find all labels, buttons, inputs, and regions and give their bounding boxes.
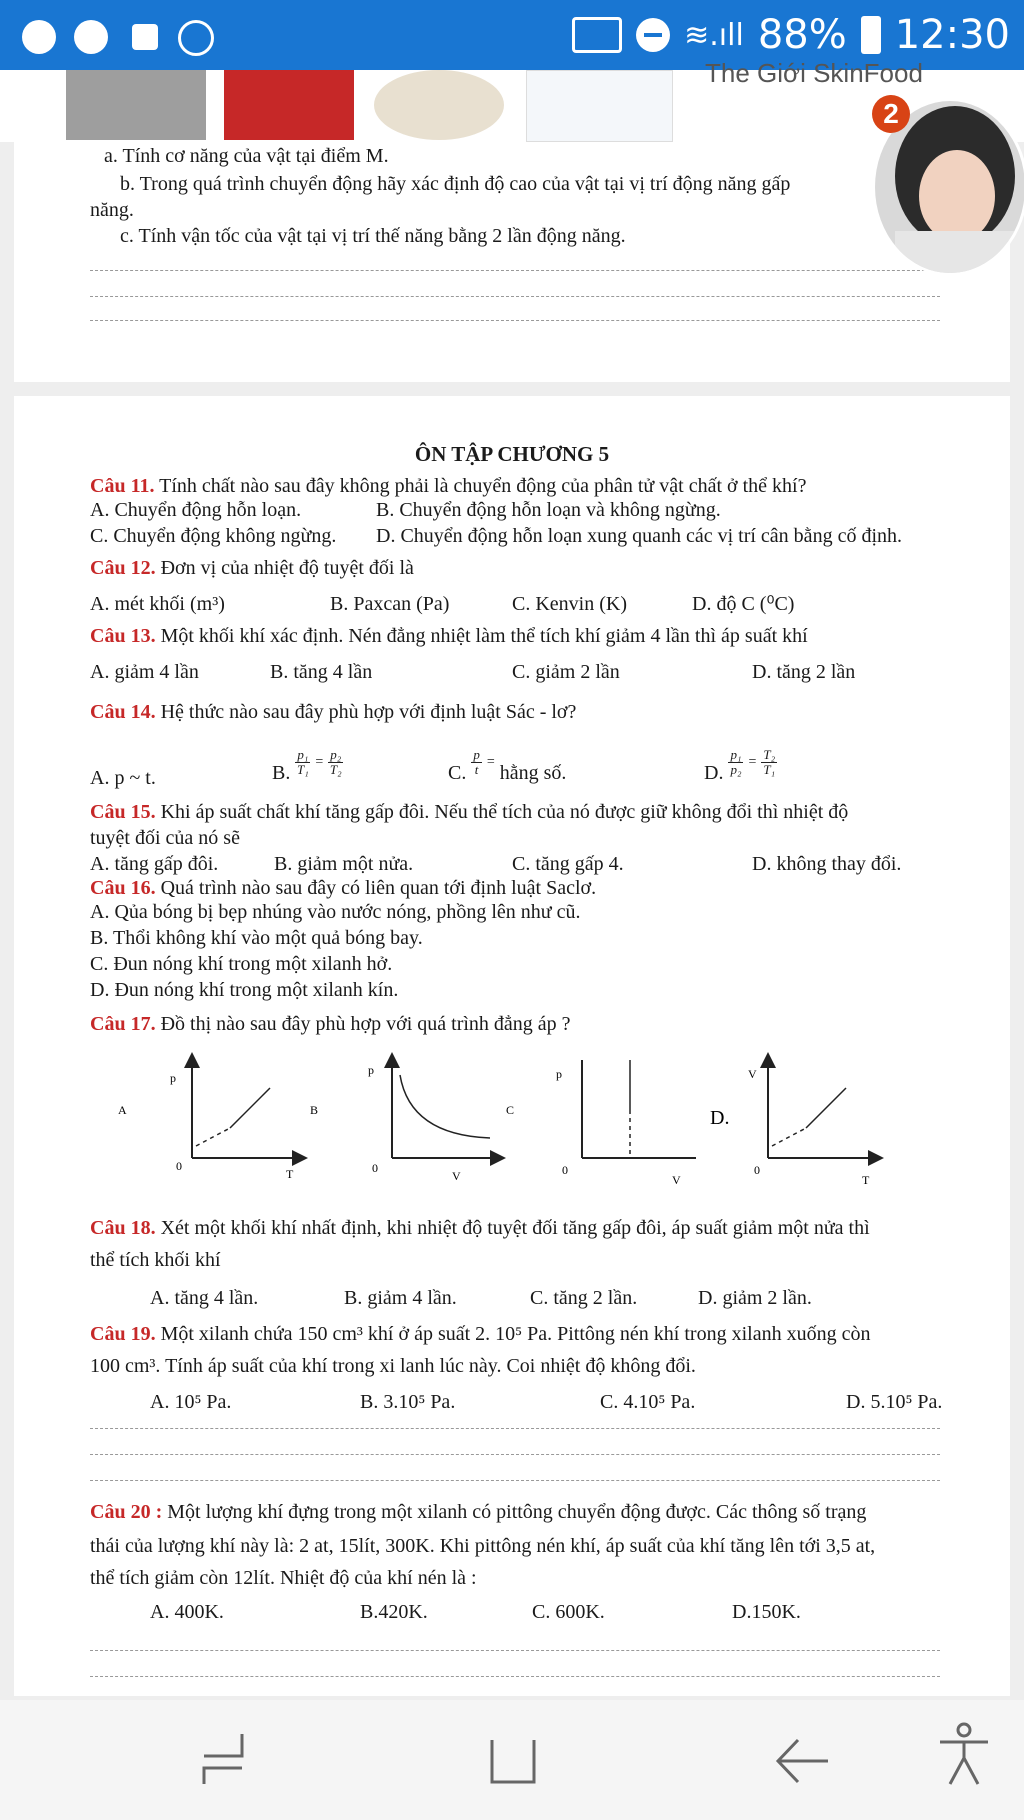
graph-b-origin: 0 — [372, 1161, 378, 1175]
graph-a-line-dashed — [196, 1128, 230, 1146]
question-11 — [90, 474, 806, 498]
answer-line — [90, 1650, 940, 1651]
q13-option-b: B. tăng 4 lần — [270, 661, 373, 683]
question-14-text: Hệ thức nào sau đây phù hợp với định luật Sác - lơ? — [155, 701, 577, 723]
frac-num: p₂ — [330, 747, 342, 762]
graph-a-y-label: p — [170, 1071, 176, 1085]
question-13-text: Một khối khí xác định. Nén đẳng nhiệt làm thể tích khí giảm 4 lần thì áp suất khí — [155, 625, 808, 647]
question-20-cont2: thể tích giảm còn 12lít. Nhiệt độ của khí nén là : — [90, 1567, 477, 1589]
graph-a-letter: A — [118, 1103, 127, 1117]
q18-option-d: D. giảm 2 lần. — [698, 1287, 812, 1309]
question-20-text: Một lượng khí đựng trong một xilanh có pittông chuyển động được. Các thông số trạng — [162, 1501, 867, 1523]
q13-option-c: C. giảm 2 lần — [512, 661, 620, 683]
chapter-title: ÔN TẬP CHƯƠNG 5 — [414, 442, 610, 466]
q12-option-c: C. Kenvin (K) — [512, 593, 627, 615]
q20-option-c: C. 600K. — [532, 1601, 605, 1623]
graph-d-line — [806, 1088, 846, 1128]
clock: 12:30 — [894, 12, 1010, 58]
graph-d — [748, 1060, 876, 1187]
question-20 — [90, 1500, 866, 1524]
question-15-label: Câu 15. — [90, 801, 156, 823]
battery-icon — [861, 16, 881, 54]
q16-option-c: C. Đun nóng khí trong một xilanh hở. — [90, 953, 393, 975]
wifi-signal-icon: ≋.ıll — [684, 17, 744, 53]
q15-option-d: D. không thay đổi. — [752, 853, 902, 875]
graph-b-curve — [400, 1075, 490, 1138]
q12-option-b: B. Paxcan (Pa) — [330, 593, 450, 615]
q18-option-a: A. tăng 4 lần. — [150, 1287, 259, 1309]
graph-d-line-dashed — [772, 1128, 806, 1146]
answer-line — [90, 296, 940, 297]
question-17 — [90, 1012, 571, 1036]
question-12-text: Đơn vị của nhiệt độ tuyệt đối là — [155, 557, 414, 579]
question-11-text: Tính chất nào sau đây không phải là chuyển động của phân tử vật chất ở thể khí? — [154, 475, 807, 497]
recent-apps-icon[interactable] — [198, 1730, 248, 1790]
notification-icon — [132, 24, 158, 50]
question-18-label: Câu 18. — [90, 1217, 156, 1239]
question-13-label: Câu 13. — [90, 625, 156, 647]
frac-den: t — [474, 762, 479, 777]
messenger-icon-2 — [74, 20, 108, 54]
frac-den: T₁ — [296, 762, 309, 777]
q19-option-a: A. 10⁵ Pa. — [150, 1391, 232, 1413]
q14-option-a: A. p ~ t. — [90, 767, 156, 789]
graph-d-letter: D. — [710, 1107, 730, 1129]
question-18-cont: thể tích khối khí — [90, 1249, 221, 1271]
question-13 — [90, 624, 808, 648]
graph-b-y-label: p — [368, 1063, 374, 1077]
back-icon[interactable] — [772, 1736, 832, 1786]
part1-b: b. Trong quá trình chuyển động hãy xác định độ cao của vật tại vị trí động năng gấp — [120, 173, 791, 195]
question-15-cont: tuyệt đối của nó sẽ — [90, 827, 240, 849]
q16-option-d: D. Đun nóng khí trong một xilanh kín. — [90, 979, 399, 1001]
q13-option-d: D. tăng 2 lần — [752, 661, 856, 683]
question-16 — [90, 876, 596, 900]
q18-option-c: C. tăng 2 lần. — [530, 1287, 638, 1309]
graph-b — [310, 1060, 498, 1183]
q14-option-b-letter: B. — [272, 761, 291, 784]
frac-den: p₂ — [730, 762, 742, 777]
answer-line — [90, 1480, 940, 1481]
graph-d-y-label: V — [748, 1067, 757, 1081]
question-15-text: Khi áp suất chất khí tăng gấp đôi. Nếu thể tích của nó được giữ không đổi thì nhiệt độ — [155, 801, 849, 823]
messenger-ring-icon — [178, 20, 214, 56]
question-14-label: Câu 14. — [90, 701, 156, 723]
ad-shop-name[interactable]: The Giới SkinFood — [705, 58, 923, 88]
home-icon[interactable] — [488, 1736, 538, 1786]
chat-head-badge: 2 — [872, 95, 910, 133]
q11-option-a: A. Chuyển động hỗn loạn. — [90, 499, 302, 521]
q14-option-c-tail: hằng số. — [499, 761, 567, 784]
q11-option-d: D. Chuyển động hỗn loạn xung quanh các vị trí cân bằng cố định. — [376, 525, 902, 547]
graph-c-letter: C — [506, 1103, 515, 1117]
question-15 — [90, 800, 848, 824]
graph-a-origin: 0 — [176, 1159, 182, 1173]
navigation-bar — [0, 1700, 1024, 1820]
graph-a-x-label: T — [286, 1167, 294, 1181]
question-12-label: Câu 12. — [90, 557, 156, 579]
answer-line — [90, 270, 940, 271]
q13-option-a: A. giảm 4 lần — [90, 661, 199, 683]
answer-line — [90, 1676, 940, 1677]
q19-option-c: C. 4.10⁵ Pa. — [600, 1391, 696, 1413]
frac-num: p₁ — [730, 747, 742, 762]
fraction-p1-t1 — [295, 748, 310, 777]
graph-b-x-label: V — [452, 1169, 461, 1183]
question-20-label: Câu 20 : — [90, 1501, 163, 1523]
frac-num: p — [473, 747, 480, 762]
graph-a-line — [230, 1088, 270, 1128]
q14-option-d-letter: D. — [704, 761, 724, 784]
q15-option-c: C. tăng gấp 4. — [512, 853, 624, 875]
q11-option-c: C. Chuyển động không ngừng. — [90, 525, 337, 547]
answer-line — [90, 1454, 940, 1455]
q15-option-b: B. giảm một nửa. — [274, 853, 414, 875]
q14-option-c: C. $\frac{p}{t}$ = hằng số. — [448, 747, 567, 784]
fraction-t2-t1 — [761, 748, 777, 777]
q20-option-b: B.420K. — [360, 1601, 428, 1623]
graph-c-origin: 0 — [562, 1163, 568, 1177]
part1-a: a. Tính cơ năng của vật tại điểm M. — [104, 145, 389, 167]
question-17-label: Câu 17. — [90, 1013, 156, 1035]
q17-graphs — [110, 1050, 940, 1200]
question-19 — [90, 1322, 870, 1346]
graph-c — [506, 1060, 696, 1187]
q14-option-b: B. $\frac{\text{p₁}}{\text{T₁}}$ = $\frac{\text{p₂}}{\text{T₂}}$ — [272, 747, 342, 784]
q12-option-a: A. mét khối (m³) — [90, 593, 225, 615]
graph-b-letter: B — [310, 1103, 319, 1117]
q18-option-b: B. giảm 4 lần. — [344, 1287, 457, 1309]
q16-option-b: B. Thổi không khí vào một quả bóng bay. — [90, 927, 423, 949]
question-12 — [90, 556, 414, 580]
frac-den: T₂ — [329, 762, 342, 777]
q16-option-a: A. Qủa bóng bị bẹp nhúng vào nước nóng, phồng lên như cũ. — [90, 901, 581, 923]
q12-option-d: D. độ C (⁰C) — [692, 593, 795, 615]
ad-product-image-4[interactable] — [526, 70, 673, 142]
battery-percent: 88% — [757, 12, 847, 58]
q20-option-a: A. 400K. — [150, 1601, 224, 1623]
graph-c-y-label: p — [556, 1067, 562, 1081]
question-18 — [90, 1216, 870, 1240]
graph-d-origin: 0 — [754, 1163, 760, 1177]
graph-a — [118, 1060, 300, 1181]
question-14 — [90, 700, 576, 724]
fraction-p-t — [471, 748, 482, 777]
frac-num: T₂ — [763, 747, 776, 762]
ad-product-image-2[interactable] — [224, 70, 354, 140]
ad-product-image-1[interactable] — [66, 70, 206, 140]
question-19-cont: 100 cm³. Tính áp suất của khí trong xi lanh lúc này. Coi nhiệt độ không đổi. — [90, 1355, 696, 1377]
graph-c-x-label: V — [672, 1173, 681, 1187]
question-17-text: Đồ thị nào sau đây phù hợp với quá trình đẳng áp ? — [155, 1013, 571, 1035]
q14-option-d: D. $\frac{\text{p₁}}{\text{p₂}}$ = $\frac{\text{T₂}}{\text{T₁}}$ — [704, 747, 776, 784]
messenger-icon — [22, 20, 56, 54]
q14-option-c-letter: C. — [448, 761, 467, 784]
question-16-text: Quá trình nào sau đây có liên quan tới định luật Saclơ. — [155, 877, 597, 899]
q15-option-a: A. tăng gấp đôi. — [90, 853, 219, 875]
q19-option-b: B. 3.10⁵ Pa. — [360, 1391, 456, 1413]
part1-b-cont: năng. — [90, 199, 134, 221]
graph-d-x-label: T — [862, 1173, 870, 1187]
part1-c: c. Tính vận tốc của vật tại vị trí thế năng bằng 2 lần động năng. — [120, 225, 626, 247]
question-11-label: Câu 11. — [90, 475, 155, 497]
question-18-text: Xét một khối khí nhất định, khi nhiệt độ tuyệt đối tăng gấp đôi, áp suất giảm một nửa thì — [155, 1217, 870, 1239]
answer-line — [90, 320, 940, 321]
ad-product-image-3[interactable] — [374, 70, 504, 140]
q20-option-d: D.150K. — [732, 1601, 801, 1623]
frac-num: p₁ — [297, 747, 309, 762]
question-20-cont: thái của lượng khí này là: 2 at, 15lít, 300K. Khi pittông nén khí, áp suất của khí tăng lên tới 3,5 at, — [90, 1535, 876, 1557]
do-not-disturb-icon — [636, 18, 670, 52]
fraction-p1-p2 — [728, 748, 743, 777]
question-16-label: Câu 16. — [90, 877, 156, 899]
fraction-p2-t2 — [328, 748, 343, 777]
answer-line — [90, 1428, 940, 1429]
question-19-label: Câu 19. — [90, 1323, 156, 1345]
question-19-text: Một xilanh chứa 150 cm³ khí ở áp suất 2. 10⁵ Pa. Pittông nén khí trong xilanh xuống còn — [155, 1323, 871, 1345]
accessibility-icon[interactable] — [936, 1722, 992, 1788]
cast-icon — [572, 17, 622, 53]
q11-option-b: B. Chuyển động hỗn loạn và không ngừng. — [376, 499, 721, 521]
frac-den: T₁ — [763, 762, 776, 777]
q19-option-d: D. 5.10⁵ Pa. — [846, 1391, 943, 1413]
